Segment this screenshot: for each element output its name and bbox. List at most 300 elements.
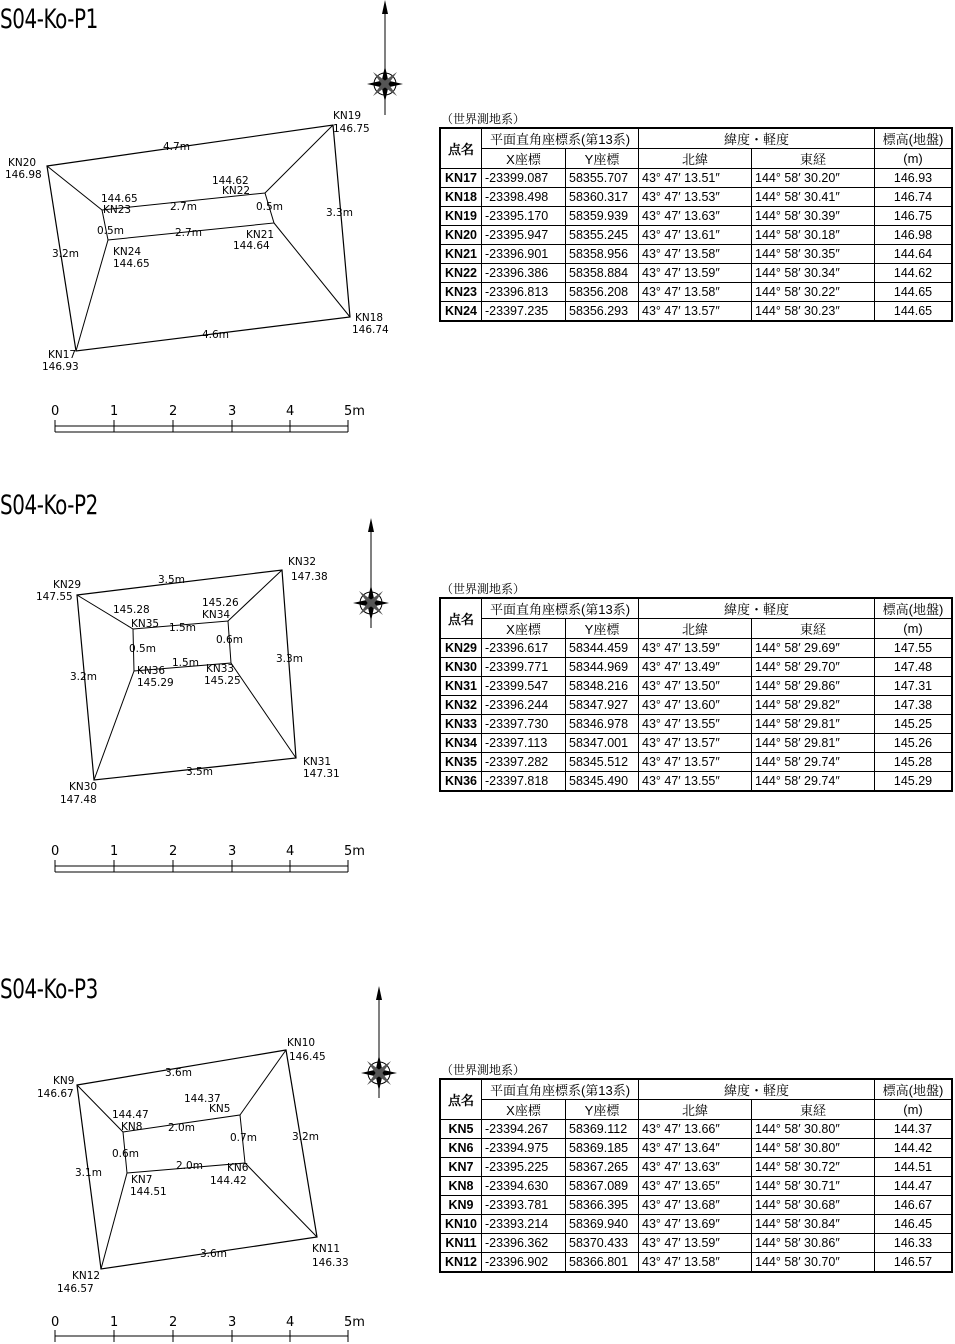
cell-x: -23395.225 (482, 1158, 566, 1177)
cell-x: -23396.813 (482, 283, 566, 302)
header-point: 点名 (440, 128, 482, 169)
cell-lon: 144° 58′ 30.70″ (752, 1253, 875, 1273)
table-row (440, 169, 952, 188)
dim-label: 4.7m (163, 141, 190, 153)
header-elevation: 標高(地盤) (875, 128, 953, 149)
scale-tick-label: 4 (286, 404, 295, 419)
table-row (440, 264, 952, 283)
point-elev: 147.48 (60, 794, 97, 806)
point-label: KN34 (202, 609, 231, 621)
datum-label: （世界測地系） (441, 582, 526, 596)
cell-lon: 144° 58′ 30.22″ (752, 283, 875, 302)
cell-point: KN33 (440, 715, 482, 734)
table-row (440, 207, 952, 226)
cell-elev: 144.64 (875, 245, 953, 264)
point-label: KN8 (121, 1121, 143, 1133)
north-arrow-icon (353, 518, 389, 628)
datum-label: （世界測地系） (441, 112, 526, 126)
cell-point: KN22 (440, 264, 482, 283)
table-row (440, 188, 952, 207)
header-y: Y座標 (566, 1100, 639, 1120)
header-lon: 東経 (752, 1100, 875, 1120)
point-elev: 147.55 (36, 591, 73, 603)
cell-elev: 144.62 (875, 264, 953, 283)
header-x: X座標 (482, 1100, 566, 1120)
point-elev: 146.98 (5, 169, 42, 181)
cell-elev: 145.29 (875, 772, 953, 792)
cell-x: -23396.902 (482, 1253, 566, 1273)
table-row (440, 1215, 952, 1234)
point-elev: 145.28 (113, 604, 150, 616)
cell-y: 58366.395 (566, 1196, 639, 1215)
cell-lat: 43° 47′ 13.59″ (639, 1234, 752, 1253)
header-plane: 平面直角座標系(第13系) (482, 1079, 639, 1100)
cell-y: 58346.978 (566, 715, 639, 734)
cell-lon: 144° 58′ 30.68″ (752, 1196, 875, 1215)
scale-tick-label: 5m (344, 1315, 365, 1330)
cell-x: -23397.235 (482, 302, 566, 322)
table-row (440, 1139, 952, 1158)
table-row (440, 734, 952, 753)
header-lon: 東経 (752, 149, 875, 169)
point-label: KN32 (288, 556, 317, 568)
scale-tick-label: 1 (110, 404, 119, 419)
cell-elev: 146.93 (875, 169, 953, 188)
header-x: X座標 (482, 619, 566, 639)
panel-title: S04-Ko-P3 (0, 974, 98, 1005)
point-label: KN11 (312, 1243, 341, 1255)
header-x: X座標 (482, 149, 566, 169)
cell-lat: 43° 47′ 13.58″ (639, 245, 752, 264)
cell-y: 58356.293 (566, 302, 639, 322)
table-row (440, 1177, 952, 1196)
point-label: KN19 (333, 110, 362, 122)
point-elev: 144.51 (130, 1186, 167, 1198)
scale-tick-label: 1 (110, 1315, 119, 1330)
point-label: KN30 (69, 781, 98, 793)
point-elev: 145.29 (137, 677, 174, 689)
point-elev: 146.57 (57, 1283, 94, 1295)
point-label: KN33 (206, 663, 235, 675)
dim-label: 4.6m (202, 329, 229, 341)
table-row (440, 302, 952, 322)
cell-point: KN20 (440, 226, 482, 245)
cell-point: KN11 (440, 1234, 482, 1253)
dim-label: 2.0m (176, 1160, 203, 1172)
cell-x: -23398.498 (482, 188, 566, 207)
cell-elev: 146.57 (875, 1253, 953, 1273)
cell-elev: 145.25 (875, 715, 953, 734)
header-point: 点名 (440, 598, 482, 639)
point-elev: 144.37 (184, 1093, 221, 1105)
dim-label: 0.6m (112, 1148, 139, 1160)
point-elev: 146.45 (289, 1051, 326, 1063)
point-label: KN22 (222, 185, 251, 197)
dim-label: 3.1m (75, 1167, 102, 1179)
cell-point: KN29 (440, 639, 482, 658)
cell-x: -23399.087 (482, 169, 566, 188)
cell-x: -23396.386 (482, 264, 566, 283)
scale-bar (51, 1315, 365, 1342)
cell-elev: 146.67 (875, 1196, 953, 1215)
cell-elev: 146.33 (875, 1234, 953, 1253)
cell-x: -23396.362 (482, 1234, 566, 1253)
cell-lon: 144° 58′ 29.74″ (752, 753, 875, 772)
cell-lat: 43° 47′ 13.63″ (639, 207, 752, 226)
cell-lon: 144° 58′ 30.80″ (752, 1120, 875, 1139)
point-elev: 146.33 (312, 1257, 349, 1269)
dim-label: 3.2m (52, 248, 79, 260)
cell-point: KN17 (440, 169, 482, 188)
cell-lat: 43° 47′ 13.55″ (639, 715, 752, 734)
cell-lat: 43° 47′ 13.60″ (639, 696, 752, 715)
cell-elev: 144.47 (875, 1177, 953, 1196)
point-label: KN23 (103, 204, 132, 216)
cell-x: -23397.730 (482, 715, 566, 734)
panel-title: S04-Ko-P2 (0, 490, 98, 521)
scale-tick-label: 4 (286, 1315, 295, 1330)
table-row (440, 245, 952, 264)
coordinate-table (439, 597, 953, 792)
cell-lon: 144° 58′ 30.34″ (752, 264, 875, 283)
table-row (440, 1234, 952, 1253)
cell-elev: 144.51 (875, 1158, 953, 1177)
table-row (440, 658, 952, 677)
cell-y: 58345.512 (566, 753, 639, 772)
cell-x: -23396.244 (482, 696, 566, 715)
cell-x: -23394.630 (482, 1177, 566, 1196)
cell-elev: 144.37 (875, 1120, 953, 1139)
cell-point: KN24 (440, 302, 482, 322)
point-elev: 147.38 (291, 571, 328, 583)
cell-elev: 144.42 (875, 1139, 953, 1158)
cell-lon: 144° 58′ 30.71″ (752, 1177, 875, 1196)
cell-x: -23394.975 (482, 1139, 566, 1158)
cell-lat: 43° 47′ 13.53″ (639, 188, 752, 207)
dim-label: 1.5m (172, 657, 199, 669)
scale-tick-label: 5m (344, 404, 365, 419)
dim-label: 3.5m (158, 574, 185, 586)
cell-lon: 144° 58′ 30.80″ (752, 1139, 875, 1158)
dim-label: 3.6m (200, 1248, 227, 1260)
header-lon: 東経 (752, 619, 875, 639)
header-unit: (m) (875, 619, 953, 639)
cell-lon: 144° 58′ 30.72″ (752, 1158, 875, 1177)
point-label: KN21 (246, 229, 275, 241)
point-elev: 145.26 (202, 597, 239, 609)
coordinate-table (439, 127, 953, 322)
cell-elev: 146.98 (875, 226, 953, 245)
cell-lon: 144° 58′ 30.18″ (752, 226, 875, 245)
dim-label: 0.7m (230, 1132, 257, 1144)
cell-x: -23395.170 (482, 207, 566, 226)
cell-y: 58360.317 (566, 188, 639, 207)
dim-label: 0.5m (97, 225, 124, 237)
coordinate-table (439, 1078, 953, 1273)
cell-y: 58355.707 (566, 169, 639, 188)
cell-point: KN7 (440, 1158, 482, 1177)
cell-lat: 43° 47′ 13.68″ (639, 1196, 752, 1215)
dim-label: 3.3m (276, 653, 303, 665)
cell-y: 58345.490 (566, 772, 639, 792)
cell-elev: 146.74 (875, 188, 953, 207)
cell-lat: 43° 47′ 13.66″ (639, 1120, 752, 1139)
cell-lon: 144° 58′ 30.23″ (752, 302, 875, 322)
cell-point: KN34 (440, 734, 482, 753)
cell-lat: 43° 47′ 13.55″ (639, 772, 752, 792)
cell-point: KN30 (440, 658, 482, 677)
cell-elev: 147.31 (875, 677, 953, 696)
cell-point: KN8 (440, 1177, 482, 1196)
cell-y: 58344.459 (566, 639, 639, 658)
point-label: KN18 (355, 312, 384, 324)
cell-lat: 43° 47′ 13.50″ (639, 677, 752, 696)
header-plane: 平面直角座標系(第13系) (482, 598, 639, 619)
header-latlon: 緯度・軽度 (639, 1079, 875, 1100)
cell-lat: 43° 47′ 13.57″ (639, 302, 752, 322)
cell-lat: 43° 47′ 13.65″ (639, 1177, 752, 1196)
cell-lon: 144° 58′ 29.82″ (752, 696, 875, 715)
cell-y: 58370.433 (566, 1234, 639, 1253)
table-row (440, 753, 952, 772)
header-y: Y座標 (566, 619, 639, 639)
point-label: KN12 (72, 1270, 101, 1282)
header-lat: 北緯 (639, 149, 752, 169)
scale-tick-label: 1 (110, 844, 119, 859)
table-row (440, 715, 952, 734)
point-label: KN6 (227, 1162, 249, 1174)
cell-point: KN10 (440, 1215, 482, 1234)
dim-label: 0.5m (256, 201, 283, 213)
scale-tick-label: 3 (228, 404, 237, 419)
cell-lon: 144° 58′ 29.81″ (752, 715, 875, 734)
point-label: KN7 (131, 1174, 153, 1186)
point-label: KN31 (303, 756, 332, 768)
table-row (440, 1196, 952, 1215)
scale-bar (51, 404, 365, 432)
cell-y: 58358.884 (566, 264, 639, 283)
point-elev: 144.64 (233, 240, 270, 252)
dim-label: 3.2m (292, 1131, 319, 1143)
panel-title: S04-Ko-P1 (0, 4, 98, 35)
cell-x: -23399.547 (482, 677, 566, 696)
point-label: KN10 (287, 1037, 316, 1049)
point-label: KN20 (8, 157, 37, 169)
scale-tick-label: 0 (51, 844, 60, 859)
scale-tick-label: 4 (286, 844, 295, 859)
scale-tick-label: 0 (51, 1315, 60, 1330)
dim-label: 2.7m (170, 201, 197, 213)
cell-lon: 144° 58′ 30.84″ (752, 1215, 875, 1234)
cell-y: 58348.216 (566, 677, 639, 696)
point-elev: 144.47 (112, 1109, 149, 1121)
dim-label: 0.5m (129, 643, 156, 655)
datum-label: （世界測地系） (441, 1063, 526, 1077)
table-row (440, 283, 952, 302)
cell-point: KN12 (440, 1253, 482, 1273)
dim-label: 3.5m (186, 766, 213, 778)
table-row (440, 772, 952, 792)
point-elev: 146.75 (333, 123, 370, 135)
scale-tick-label: 2 (169, 844, 178, 859)
dim-label: 0.6m (216, 634, 243, 646)
header-lat: 北緯 (639, 1100, 752, 1120)
cell-y: 58344.969 (566, 658, 639, 677)
point-label: KN35 (131, 618, 160, 630)
cell-lon: 144° 58′ 29.74″ (752, 772, 875, 792)
dim-label: 3.6m (165, 1067, 192, 1079)
cell-lon: 144° 58′ 30.41″ (752, 188, 875, 207)
cell-lon: 144° 58′ 29.69″ (752, 639, 875, 658)
point-elev: 144.62 (212, 175, 249, 187)
cell-lon: 144° 58′ 29.86″ (752, 677, 875, 696)
cell-lon: 144° 58′ 30.39″ (752, 207, 875, 226)
header-y: Y座標 (566, 149, 639, 169)
dim-label: 1.5m (169, 622, 196, 634)
cell-elev: 144.65 (875, 283, 953, 302)
cell-lat: 43° 47′ 13.51″ (639, 169, 752, 188)
cell-lat: 43° 47′ 13.59″ (639, 639, 752, 658)
header-latlon: 緯度・軽度 (639, 598, 875, 619)
table-row (440, 1158, 952, 1177)
scale-tick-label: 0 (51, 404, 60, 419)
cell-lon: 144° 58′ 29.70″ (752, 658, 875, 677)
point-label: KN9 (53, 1075, 75, 1087)
cell-point: KN32 (440, 696, 482, 715)
point-elev: 144.65 (113, 258, 150, 270)
cell-y: 58355.245 (566, 226, 639, 245)
scale-tick-label: 3 (228, 844, 237, 859)
cell-lat: 43° 47′ 13.59″ (639, 264, 752, 283)
cell-lat: 43° 47′ 13.69″ (639, 1215, 752, 1234)
header-elevation: 標高(地盤) (875, 1079, 953, 1100)
cell-point: KN21 (440, 245, 482, 264)
header-latlon: 緯度・軽度 (639, 128, 875, 149)
cell-y: 58347.001 (566, 734, 639, 753)
point-label: KN36 (137, 665, 166, 677)
table-row (440, 639, 952, 658)
cell-point: KN23 (440, 283, 482, 302)
panel-p2 (0, 488, 955, 928)
cell-lon: 144° 58′ 30.35″ (752, 245, 875, 264)
cell-x: -23399.771 (482, 658, 566, 677)
table-row (440, 1253, 952, 1273)
cell-y: 58369.185 (566, 1139, 639, 1158)
cell-x: -23397.818 (482, 772, 566, 792)
cell-lat: 43° 47′ 13.58″ (639, 283, 752, 302)
point-elev: 147.31 (303, 768, 340, 780)
header-lat: 北緯 (639, 619, 752, 639)
header-unit: (m) (875, 1100, 953, 1120)
outer-boundary (77, 570, 296, 780)
scale-tick-label: 5m (344, 844, 365, 859)
cell-elev: 145.28 (875, 753, 953, 772)
point-elev: 146.74 (352, 324, 389, 336)
cell-y: 58358.956 (566, 245, 639, 264)
cell-y: 58366.801 (566, 1253, 639, 1273)
cell-elev: 147.48 (875, 658, 953, 677)
cell-x: -23393.214 (482, 1215, 566, 1234)
cell-x: -23396.617 (482, 639, 566, 658)
cell-point: KN18 (440, 188, 482, 207)
point-elev: 144.65 (101, 193, 138, 205)
cell-point: KN6 (440, 1139, 482, 1158)
cell-y: 58369.940 (566, 1215, 639, 1234)
cell-y: 58369.112 (566, 1120, 639, 1139)
cell-lat: 43° 47′ 13.58″ (639, 1253, 752, 1273)
cell-point: KN9 (440, 1196, 482, 1215)
cell-lon: 144° 58′ 30.20″ (752, 169, 875, 188)
cell-lat: 43° 47′ 13.64″ (639, 1139, 752, 1158)
cell-elev: 145.26 (875, 734, 953, 753)
dim-label: 2.0m (168, 1122, 195, 1134)
scale-bar (51, 844, 365, 872)
cell-x: -23393.781 (482, 1196, 566, 1215)
cell-y: 58367.265 (566, 1158, 639, 1177)
table-row (440, 226, 952, 245)
point-label: KN5 (209, 1103, 231, 1115)
table-row (440, 696, 952, 715)
north-arrow-icon (367, 0, 403, 115)
cell-lat: 43° 47′ 13.61″ (639, 226, 752, 245)
point-elev: 146.93 (42, 361, 79, 373)
panel-p1 (0, 0, 955, 460)
dim-label: 3.3m (326, 207, 353, 219)
cell-lat: 43° 47′ 13.63″ (639, 1158, 752, 1177)
cell-point: KN5 (440, 1120, 482, 1139)
cell-y: 58359.939 (566, 207, 639, 226)
cell-elev: 147.38 (875, 696, 953, 715)
cell-lat: 43° 47′ 13.57″ (639, 753, 752, 772)
cell-point: KN35 (440, 753, 482, 772)
header-plane: 平面直角座標系(第13系) (482, 128, 639, 149)
scale-tick-label: 2 (169, 1315, 178, 1330)
cell-lon: 144° 58′ 29.81″ (752, 734, 875, 753)
panel-p3 (0, 970, 955, 1344)
point-label: KN24 (113, 246, 142, 258)
north-arrow-icon (361, 986, 397, 1098)
cell-x: -23397.282 (482, 753, 566, 772)
cell-point: KN19 (440, 207, 482, 226)
cell-elev: 146.45 (875, 1215, 953, 1234)
cell-point: KN36 (440, 772, 482, 792)
cell-x: -23394.267 (482, 1120, 566, 1139)
header-point: 点名 (440, 1079, 482, 1120)
cell-lat: 43° 47′ 13.49″ (639, 658, 752, 677)
dim-label: 2.7m (175, 227, 202, 239)
cell-elev: 144.65 (875, 302, 953, 322)
cell-x: -23396.901 (482, 245, 566, 264)
cell-lat: 43° 47′ 13.57″ (639, 734, 752, 753)
cell-elev: 146.75 (875, 207, 953, 226)
point-label: KN29 (53, 579, 82, 591)
cell-y: 58347.927 (566, 696, 639, 715)
cell-point: KN31 (440, 677, 482, 696)
scale-tick-label: 3 (228, 1315, 237, 1330)
cell-y: 58356.208 (566, 283, 639, 302)
table-row (440, 1120, 952, 1139)
point-label: KN17 (48, 349, 77, 361)
cell-y: 58367.089 (566, 1177, 639, 1196)
cell-x: -23395.947 (482, 226, 566, 245)
cell-elev: 147.55 (875, 639, 953, 658)
scale-tick-label: 2 (169, 404, 178, 419)
dim-label: 3.2m (70, 671, 97, 683)
point-elev: 146.67 (37, 1088, 74, 1100)
point-elev: 144.42 (210, 1175, 247, 1187)
header-unit: (m) (875, 149, 953, 169)
header-elevation: 標高(地盤) (875, 598, 953, 619)
